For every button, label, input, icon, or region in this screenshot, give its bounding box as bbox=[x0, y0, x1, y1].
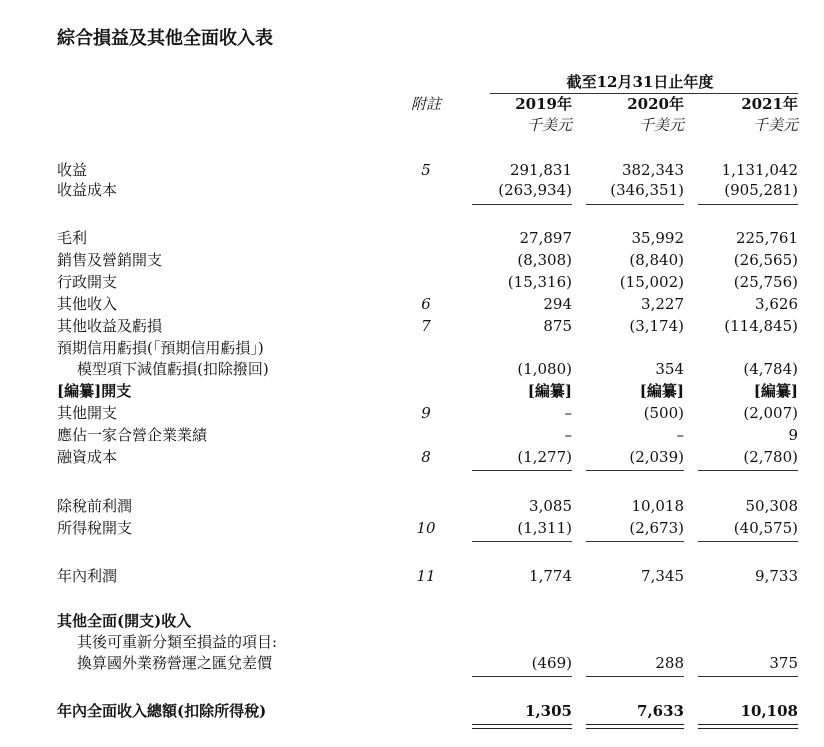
share-of-jv-label: 應佔一家合營企業業績 bbox=[57, 426, 208, 444]
exchange-diff-label: 換算國外業務營運之匯兌差價 bbox=[77, 654, 273, 672]
year-2019-heading: 2019年 bbox=[515, 95, 572, 113]
other-gains-losses-label: 其他收益及虧損 bbox=[57, 317, 163, 335]
unit-2019: 千美元 bbox=[526, 116, 572, 134]
subtotal-line-2021 bbox=[698, 541, 798, 542]
year-2021-heading: 2021年 bbox=[741, 95, 798, 113]
total-double-line-2019 bbox=[472, 724, 572, 729]
other-expenses-note: 9 bbox=[421, 404, 431, 422]
income-tax-2021: (40,575) bbox=[733, 519, 798, 537]
subtotal-line-2019 bbox=[472, 541, 572, 542]
gross-profit-2020: 35,992 bbox=[631, 229, 684, 247]
subtotal-line-2021 bbox=[698, 470, 798, 471]
admin-expenses-2020: (15,002) bbox=[619, 273, 684, 291]
ecl-label-line1: 預期信用虧損(「預期信用虧損」) bbox=[57, 339, 264, 357]
profit-for-year-note: 11 bbox=[416, 567, 436, 585]
profit-before-tax-2021: 50,308 bbox=[745, 497, 798, 515]
unit-2020: 千美元 bbox=[638, 116, 684, 134]
total-double-line-2020 bbox=[586, 724, 684, 729]
selling-expenses-2021: (26,565) bbox=[733, 251, 798, 269]
other-income-2021: 3,626 bbox=[755, 295, 798, 313]
ecl-2019: (1,080) bbox=[517, 360, 572, 378]
redacted-expenses-2019: [編纂] bbox=[527, 382, 572, 400]
total-ci-2019: 1,305 bbox=[525, 702, 572, 720]
total-double-line-2021 bbox=[698, 724, 798, 729]
finance-costs-2019: (1,277) bbox=[517, 448, 572, 466]
redacted-expenses-2021: [編纂] bbox=[753, 382, 798, 400]
revenue-2021: 1,131,042 bbox=[721, 161, 798, 179]
other-income-2020: 3,227 bbox=[641, 295, 684, 313]
subtotal-line-2020 bbox=[586, 676, 684, 677]
revenue-2020: 382,343 bbox=[621, 161, 684, 179]
note-column-heading: 附註 bbox=[410, 95, 441, 113]
share-of-jv-2021: 9 bbox=[788, 426, 798, 444]
revenue-label: 收益 bbox=[57, 161, 88, 179]
finance-costs-2021: (2,780) bbox=[743, 448, 798, 466]
subtotal-line-2019 bbox=[472, 676, 572, 677]
oci-subheading: 其後可重新分類至損益的項目: bbox=[77, 633, 278, 651]
total-ci-2020: 7,633 bbox=[637, 702, 684, 720]
subtotal-line-2019 bbox=[472, 204, 572, 205]
finance-costs-2020: (2,039) bbox=[629, 448, 684, 466]
cost-of-revenue-2021: (905,281) bbox=[724, 181, 798, 199]
revenue-note: 5 bbox=[421, 161, 431, 179]
subtotal-line-2021 bbox=[698, 204, 798, 205]
admin-expenses-2019: (15,316) bbox=[507, 273, 572, 291]
subtotal-line-2021 bbox=[698, 676, 798, 677]
profit-for-year-label: 年內利潤 bbox=[57, 567, 118, 585]
exchange-diff-2020: 288 bbox=[655, 654, 684, 672]
total-ci-2021: 10,108 bbox=[740, 702, 798, 720]
admin-expenses-2021: (25,756) bbox=[733, 273, 798, 291]
exchange-diff-2021: 375 bbox=[769, 654, 798, 672]
finance-costs-note: 8 bbox=[421, 448, 431, 466]
gross-profit-2021: 225,761 bbox=[735, 229, 798, 247]
cost-of-revenue-label: 收益成本 bbox=[57, 181, 118, 199]
cost-of-revenue-2019: (263,934) bbox=[498, 181, 572, 199]
finance-costs-label: 融資成本 bbox=[57, 448, 118, 466]
page-title: 綜合損益及其他全面收入表 bbox=[57, 28, 273, 49]
subtotal-line-2019 bbox=[472, 470, 572, 471]
period-heading: 截至12月31日止年度 bbox=[566, 73, 714, 91]
profit-before-tax-label: 除稅前利潤 bbox=[57, 497, 133, 515]
cost-of-revenue-2020: (346,351) bbox=[610, 181, 684, 199]
gross-profit-label: 毛利 bbox=[57, 229, 88, 247]
subtotal-line-2020 bbox=[586, 204, 684, 205]
other-expenses-label: 其他開支 bbox=[57, 404, 118, 422]
other-expenses-2019: – bbox=[564, 404, 572, 422]
other-expenses-2021: (2,007) bbox=[743, 404, 798, 422]
selling-expenses-2020: (8,840) bbox=[629, 251, 684, 269]
redacted-expenses-2020: [編纂] bbox=[639, 382, 684, 400]
revenue-2019: 291,831 bbox=[509, 161, 572, 179]
oci-heading: 其他全面(開支)收入 bbox=[57, 612, 192, 630]
other-gains-losses-2021: (114,845) bbox=[724, 317, 798, 335]
other-income-note: 6 bbox=[421, 295, 431, 313]
exchange-diff-2019: (469) bbox=[531, 654, 572, 672]
other-gains-losses-2019: 875 bbox=[543, 317, 572, 335]
subtotal-line-2020 bbox=[586, 541, 684, 542]
income-tax-note: 10 bbox=[416, 519, 436, 537]
admin-expenses-label: 行政開支 bbox=[57, 273, 118, 291]
total-ci-label: 年內全面收入總額(扣除所得稅) bbox=[57, 702, 267, 720]
profit-for-year-2020: 7,345 bbox=[641, 567, 684, 585]
other-gains-losses-2020: (3,174) bbox=[629, 317, 684, 335]
selling-expenses-label: 銷售及營銷開支 bbox=[57, 251, 163, 269]
profit-for-year-2019: 1,774 bbox=[529, 567, 572, 585]
other-gains-losses-note: 7 bbox=[421, 317, 431, 335]
income-tax-2020: (2,673) bbox=[629, 519, 684, 537]
ecl-label-line2: 模型項下減值虧損(扣除撥回) bbox=[77, 360, 269, 378]
year-2020-heading: 2020年 bbox=[627, 95, 684, 113]
profit-for-year-2021: 9,733 bbox=[755, 567, 798, 585]
income-tax-label: 所得稅開支 bbox=[57, 519, 133, 537]
profit-before-tax-2019: 3,085 bbox=[529, 497, 572, 515]
ecl-2021: (4,784) bbox=[743, 360, 798, 378]
gross-profit-2019: 27,897 bbox=[519, 229, 572, 247]
ecl-2020: 354 bbox=[655, 360, 684, 378]
unit-2021: 千美元 bbox=[752, 116, 798, 134]
income-tax-2019: (1,311) bbox=[517, 519, 572, 537]
share-of-jv-2020: – bbox=[676, 426, 684, 444]
other-income-label: 其他收入 bbox=[57, 295, 118, 313]
share-of-jv-2019: – bbox=[564, 426, 572, 444]
other-income-2019: 294 bbox=[543, 295, 572, 313]
redacted-expenses-label: [編纂]開支 bbox=[57, 382, 132, 400]
profit-before-tax-2020: 10,018 bbox=[631, 497, 684, 515]
subtotal-line-2020 bbox=[586, 470, 684, 471]
selling-expenses-2019: (8,308) bbox=[517, 251, 572, 269]
other-expenses-2020: (500) bbox=[643, 404, 684, 422]
